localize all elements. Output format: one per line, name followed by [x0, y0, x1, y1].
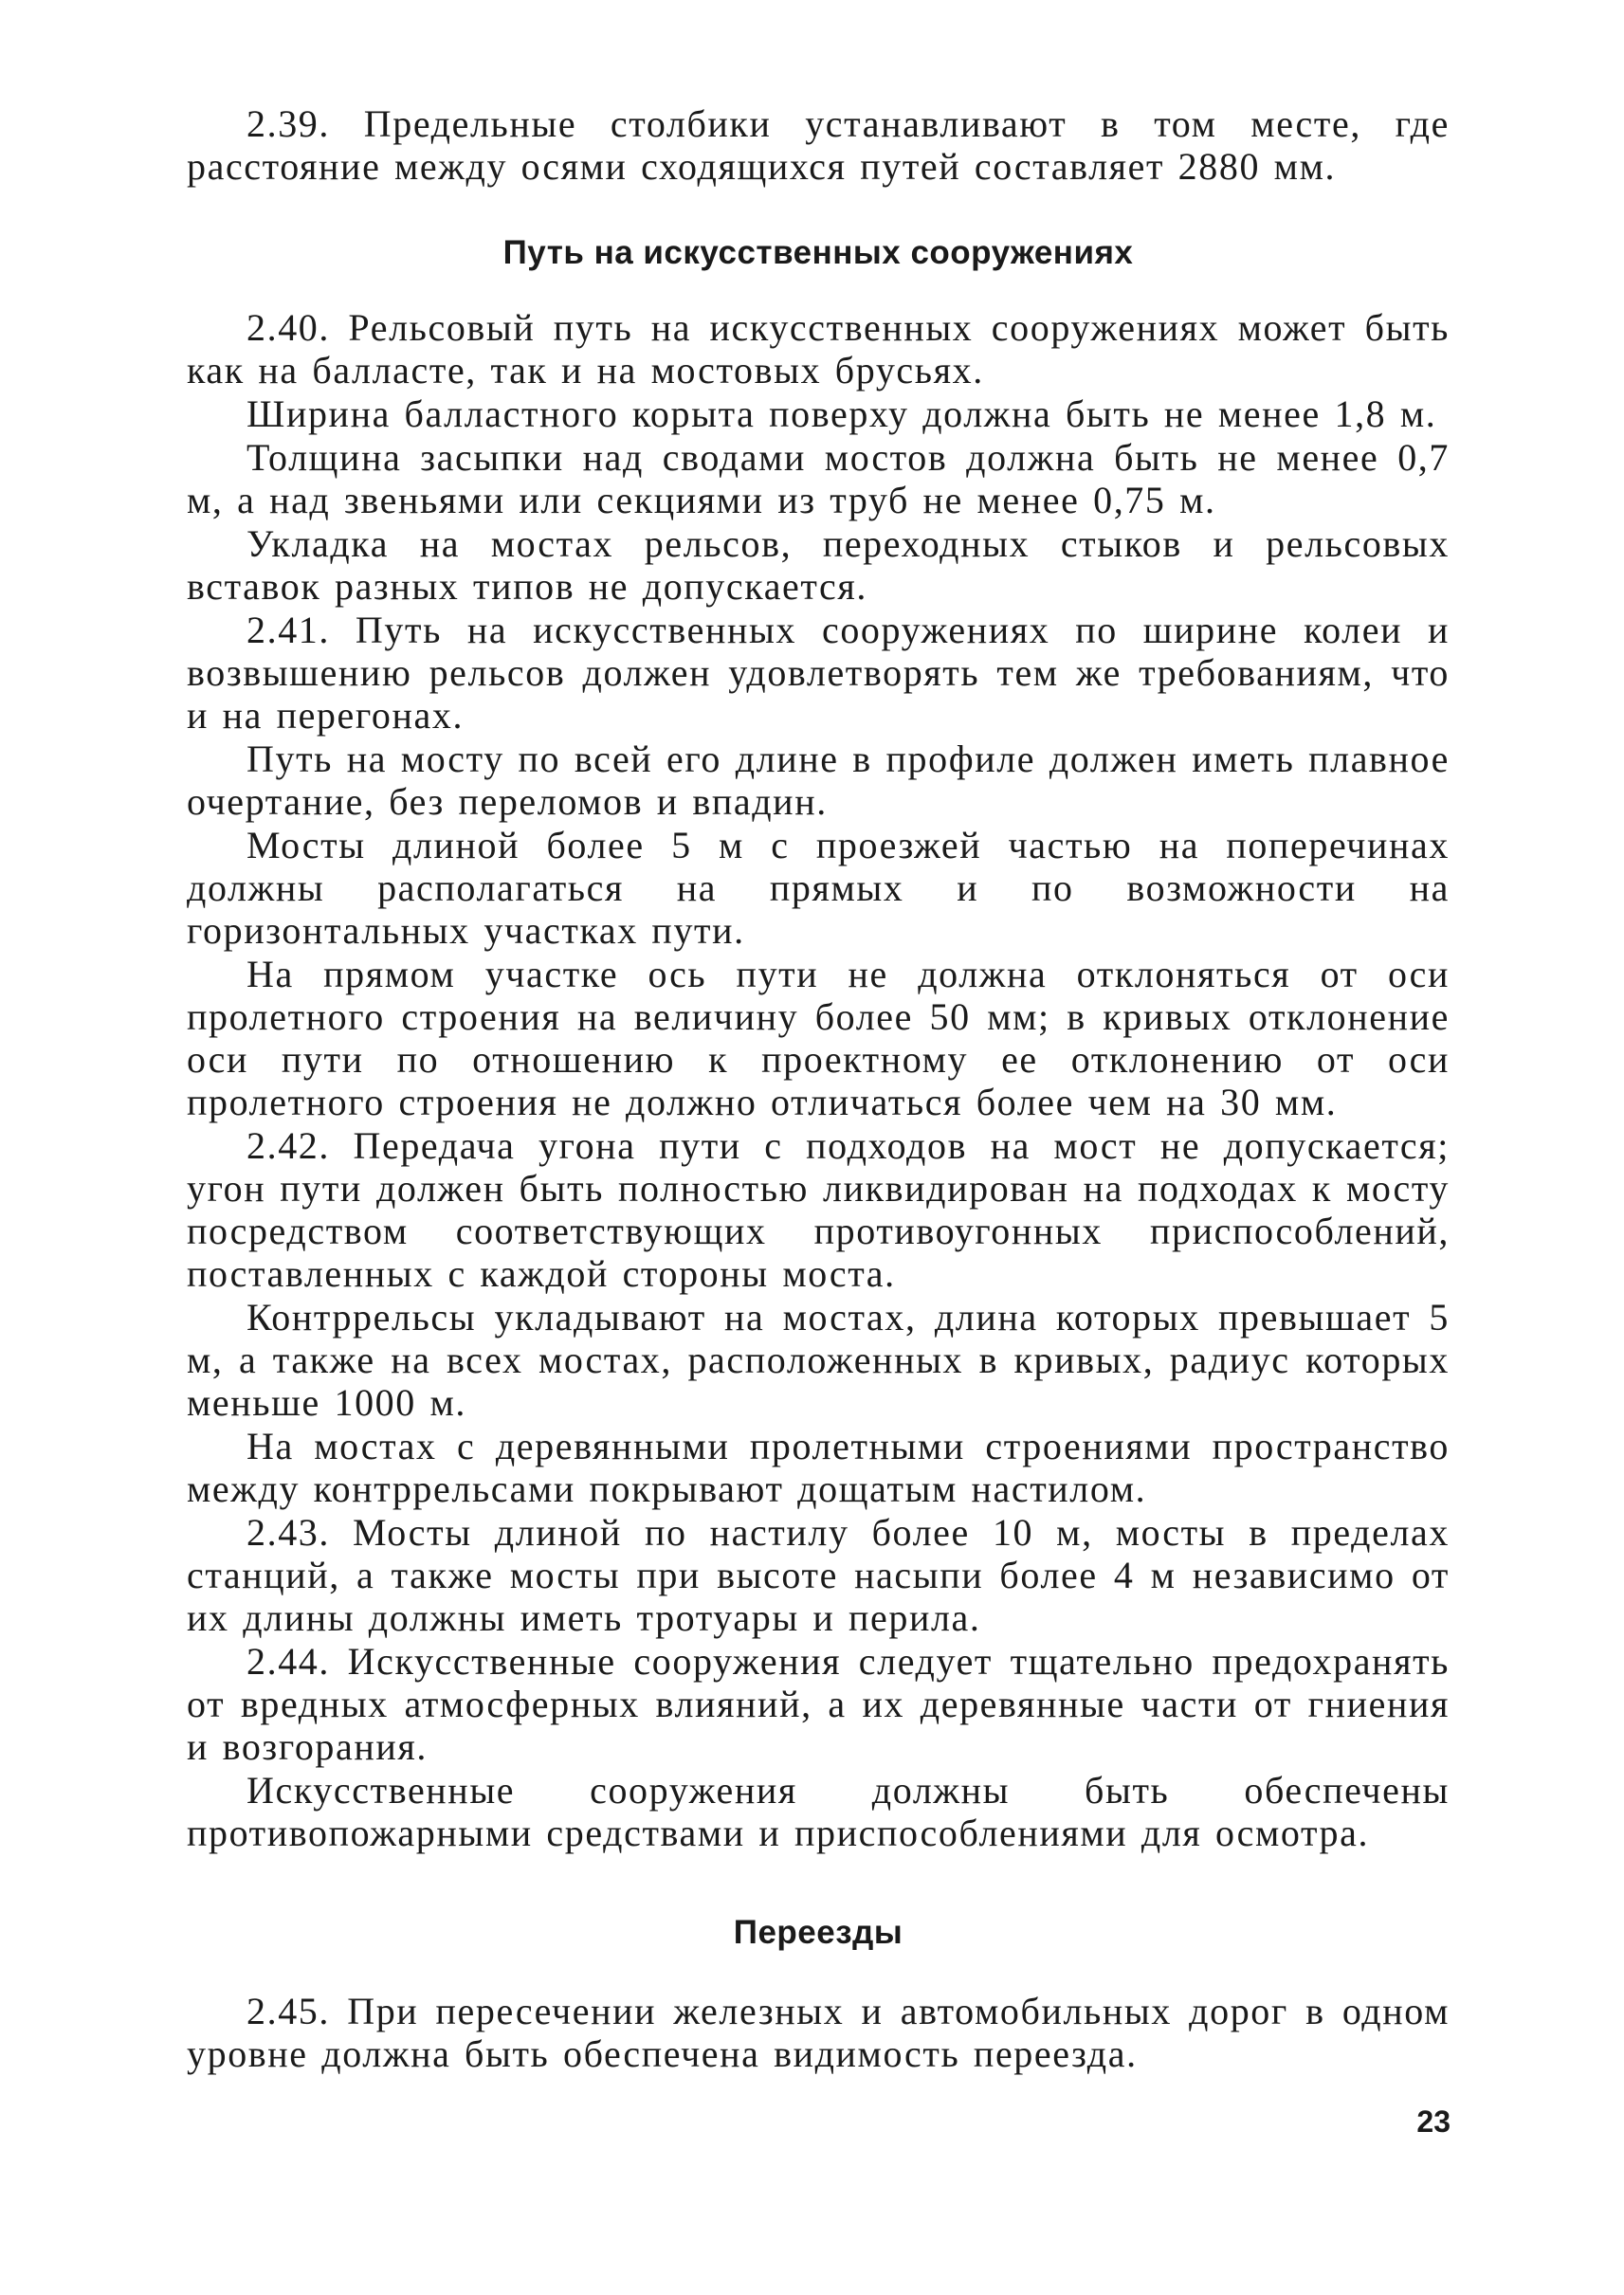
paragraph-plank-flooring: На мостах с деревянными пролетными строениями пространство между контррельсами покрывают дощатым настилом.	[187, 1425, 1450, 1510]
paragraph-2-42: 2.42. Передача угона пути с подходов на мост не допускается; угон пути должен быть полностью ликвидирован на подходах к мосту посредством соответствующих противоугонных приспособлений, поставленных с каждой стороны моста.	[187, 1124, 1450, 1295]
paragraph-bridge-profile: Путь на мосту по всей его длине в профиле должен иметь плавное очертание, без переломов и впадин.	[187, 738, 1450, 823]
paragraph-bridge-length: Мосты длиной более 5 м с проезжей частью на поперечинах должны располагаться на прямых и по возможности на горизонтальных участках пути.	[187, 824, 1450, 952]
paragraph-axis-deviation: На прямом участке ось пути не должна отклоняться от оси пролетного строения на величину более 50 мм; в кривых отклонение оси пути по отношению к проектному ее отклонению от оси пролетного строения не должно отличаться более чем на 30 мм.	[187, 953, 1450, 1123]
paragraph-2-39: 2.39. Предельные столбики устанавливают в том месте, где расстояние между осями сходящихся путей составляет 2880 мм.	[187, 102, 1450, 188]
paragraph-2-45: 2.45. При пересечении железных и автомобильных дорог в одном уровне должна быть обеспечена видимость переезда.	[187, 1990, 1450, 2075]
paragraph-2-43: 2.43. Мосты длиной по настилу более 10 м, мосты в пределах станций, а также мосты при высоте насыпи более 4 м независимо от их длины должны иметь тротуары и перила.	[187, 1511, 1450, 1639]
section-heading-crossings: Переезды	[733, 1914, 903, 1951]
section-heading-artificial-structures: Путь на искусственных сооружениях	[502, 234, 1134, 271]
paragraph-rail-laying: Укладка на мостах рельсов, переходных стыков и рельсовых вставок разных типов не допускается.	[187, 522, 1450, 608]
paragraph-2-41: 2.41. Путь на искусственных сооружениях по ширине колеи и возвышению рельсов должен удовлетворять тем же требованиям, что и на перегонах.	[187, 609, 1450, 737]
paragraph-2-40: 2.40. Рельсовый путь на искусственных сооружениях может быть как на балласте, так и на мостовых брусьях.	[187, 306, 1450, 392]
paragraph-fire-protection: Искусственные сооружения должны быть обеспечены противопожарными средствами и приспособлениями для осмотра.	[187, 1769, 1450, 1854]
paragraph-fill-thickness: Толщина засыпки над сводами мостов должна быть не менее 0,7 м, а над звеньями или секциями из труб не менее 0,75 м.	[187, 436, 1450, 521]
text-column	[187, 102, 1450, 2076]
paragraph-guard-rails: Контррельсы укладывают на мостах, длина которых превышает 5 м, а также на всех мостах, расположенных в кривых, радиус которых меньше 1000 м.	[187, 1296, 1450, 1424]
page-number: 23	[1416, 2104, 1451, 2139]
paragraph-ballast-width: Ширина балластного корыта поверху должна быть не менее 1,8 м.	[246, 392, 1437, 435]
paragraph-2-44: 2.44. Искусственные сооружения следует тщательно предохранять от вредных атмосферных влияний, а их деревянные части от гниения и возгорания.	[187, 1640, 1450, 1768]
